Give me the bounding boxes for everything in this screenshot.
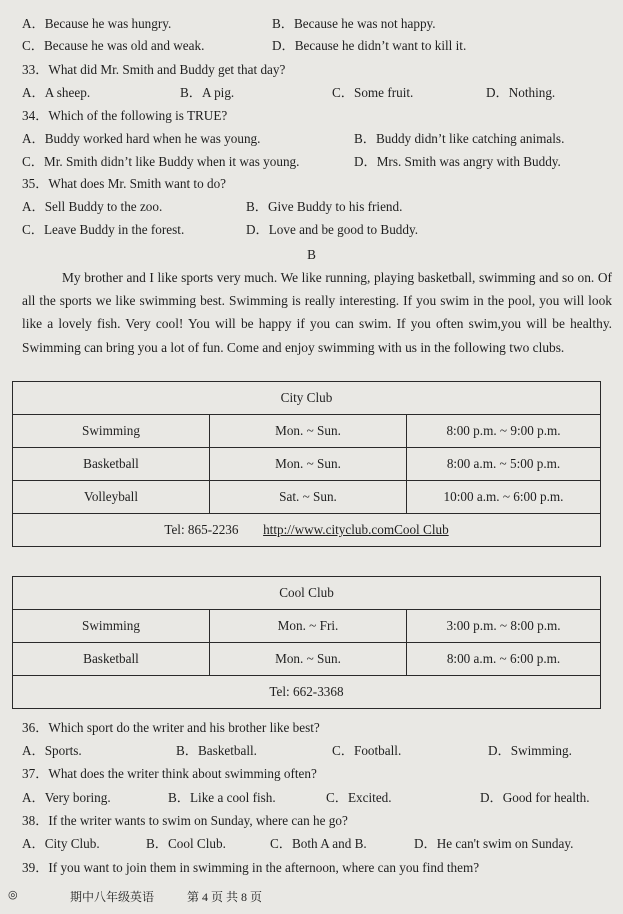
table-row [13,643,601,676]
q37-option-a: A．Very boring. [22,790,111,805]
q38-option-d: D．He can't swim on Sunday. [414,836,574,851]
q36-option-b: B．Basketball. [176,743,257,758]
q36-stem: 36．Which sport do the writer and his brother like best? [22,720,320,735]
table-row [13,448,601,481]
table-row [13,610,601,643]
q35-option-c: C．Leave Buddy in the forest. [22,222,185,237]
q37-option-b: B．Like a cool fish. [168,790,276,805]
q36-option-c: C．Football. [332,743,402,758]
sport-cell: Swimming [13,415,210,448]
days-cell: Mon. ~ Sun. [210,448,407,481]
q36-option-a: A．Sports. [22,743,82,758]
q33-option-b: B．A pig. [180,85,235,100]
table-row [13,415,601,448]
q39-stem: 39．If you want to join them in swimming in the afternoon, where can you find them? [22,860,480,875]
cool-club-table [12,576,601,709]
sport-cell: Swimming [13,610,210,643]
sport-cell: Volleyball [13,481,210,514]
q38-option-c: C．Both A and B. [270,836,367,851]
q38-stem: 38．If the writer wants to swim on Sunday, where can he go? [22,813,348,828]
time-cell: 8:00 p.m. ~ 9:00 p.m. [407,415,601,448]
q32-option-c: C．Because he was old and weak. [22,38,205,53]
q34-option-b: B．Buddy didn’t like catching animals. [354,131,565,146]
q34-option-c: C．Mr. Smith didn’t like Buddy when it was young. [22,154,300,169]
time-cell: 10:00 a.m. ~ 6:00 p.m. [407,481,601,514]
city-club-table [12,381,601,547]
q38-option-a: A．City Club. [22,836,100,851]
q32-option-a: A．Because he was hungry. [22,16,172,31]
q34-option-a: A．Buddy worked hard when he was young. [22,131,261,146]
table-row [13,481,601,514]
q32-option-b: B．Because he was not happy. [272,16,436,31]
city-club-url: http://www.cityclub.comCool Club [263,522,449,537]
time-cell: 8:00 a.m. ~ 6:00 p.m. [407,643,601,676]
section-b-heading: B [307,247,316,262]
q33-stem: 33．What did Mr. Smith and Buddy get that day? [22,62,286,77]
q35-option-d: D．Love and be good to Buddy. [246,222,419,237]
days-cell: Mon. ~ Fri. [210,610,407,643]
section-b-passage-text: My brother and I like sports very much. We like running, playing basketball, swimming and so on. Of all the sports we like swimming best. Swimming is really interesting. If you swim in the pool, you will look like a lovely fish. Very cool! You will be happy if you can swim. If you often swim,you will be healthy. Swimming can bring you a lot of fun. Come and enjoy swimming with us in the following two clubs. [22,270,612,355]
sport-cell: Basketball [13,448,210,481]
q37-option-c: C．Excited. [326,790,392,805]
q33-option-c: C．Some fruit. [332,85,414,100]
time-cell: 8:00 a.m. ~ 5:00 p.m. [407,448,601,481]
q35-option-b: B．Give Buddy to his friend. [246,199,403,214]
q33-option-d: D．Nothing. [486,85,556,100]
days-cell: Sat. ~ Sun. [210,481,407,514]
time-cell: 3:00 p.m. ~ 8:00 p.m. [407,610,601,643]
q34-stem: 34．Which of the following is TRUE? [22,108,228,123]
footer-exam-title: 期中八年级英语 [70,890,155,904]
city-club-contact [13,514,601,547]
city-club-title: City Club [13,382,601,415]
cool-club-tel: Tel: 662-3368 [13,676,601,709]
q34-option-d: D．Mrs. Smith was angry with Buddy. [354,154,561,169]
q33-option-a: A．A sheep. [22,85,91,100]
q35-stem: 35．What does Mr. Smith want to do? [22,176,227,191]
q38-option-b: B．Cool Club. [146,836,226,851]
q37-stem: 37．What does the writer think about swimming often? [22,766,317,781]
sport-cell: Basketball [13,643,210,676]
q35-option-a: A．Sell Buddy to the zoo. [22,199,163,214]
q32-option-d: D．Because he didn’t want to kill it. [272,38,467,53]
days-cell: Mon. ~ Sun. [210,643,407,676]
cool-club-title: Cool Club [13,577,601,610]
section-b-passage [22,266,612,359]
footer-page-number: 第 4 页 共 8 页 [187,890,263,904]
city-club-tel: Tel: 865-2236 [164,522,239,537]
q36-option-d: D．Swimming. [488,743,572,758]
q37-option-d: D．Good for health. [480,790,590,805]
days-cell: Mon. ~ Sun. [210,415,407,448]
footer-mark: ◎ [8,889,18,901]
